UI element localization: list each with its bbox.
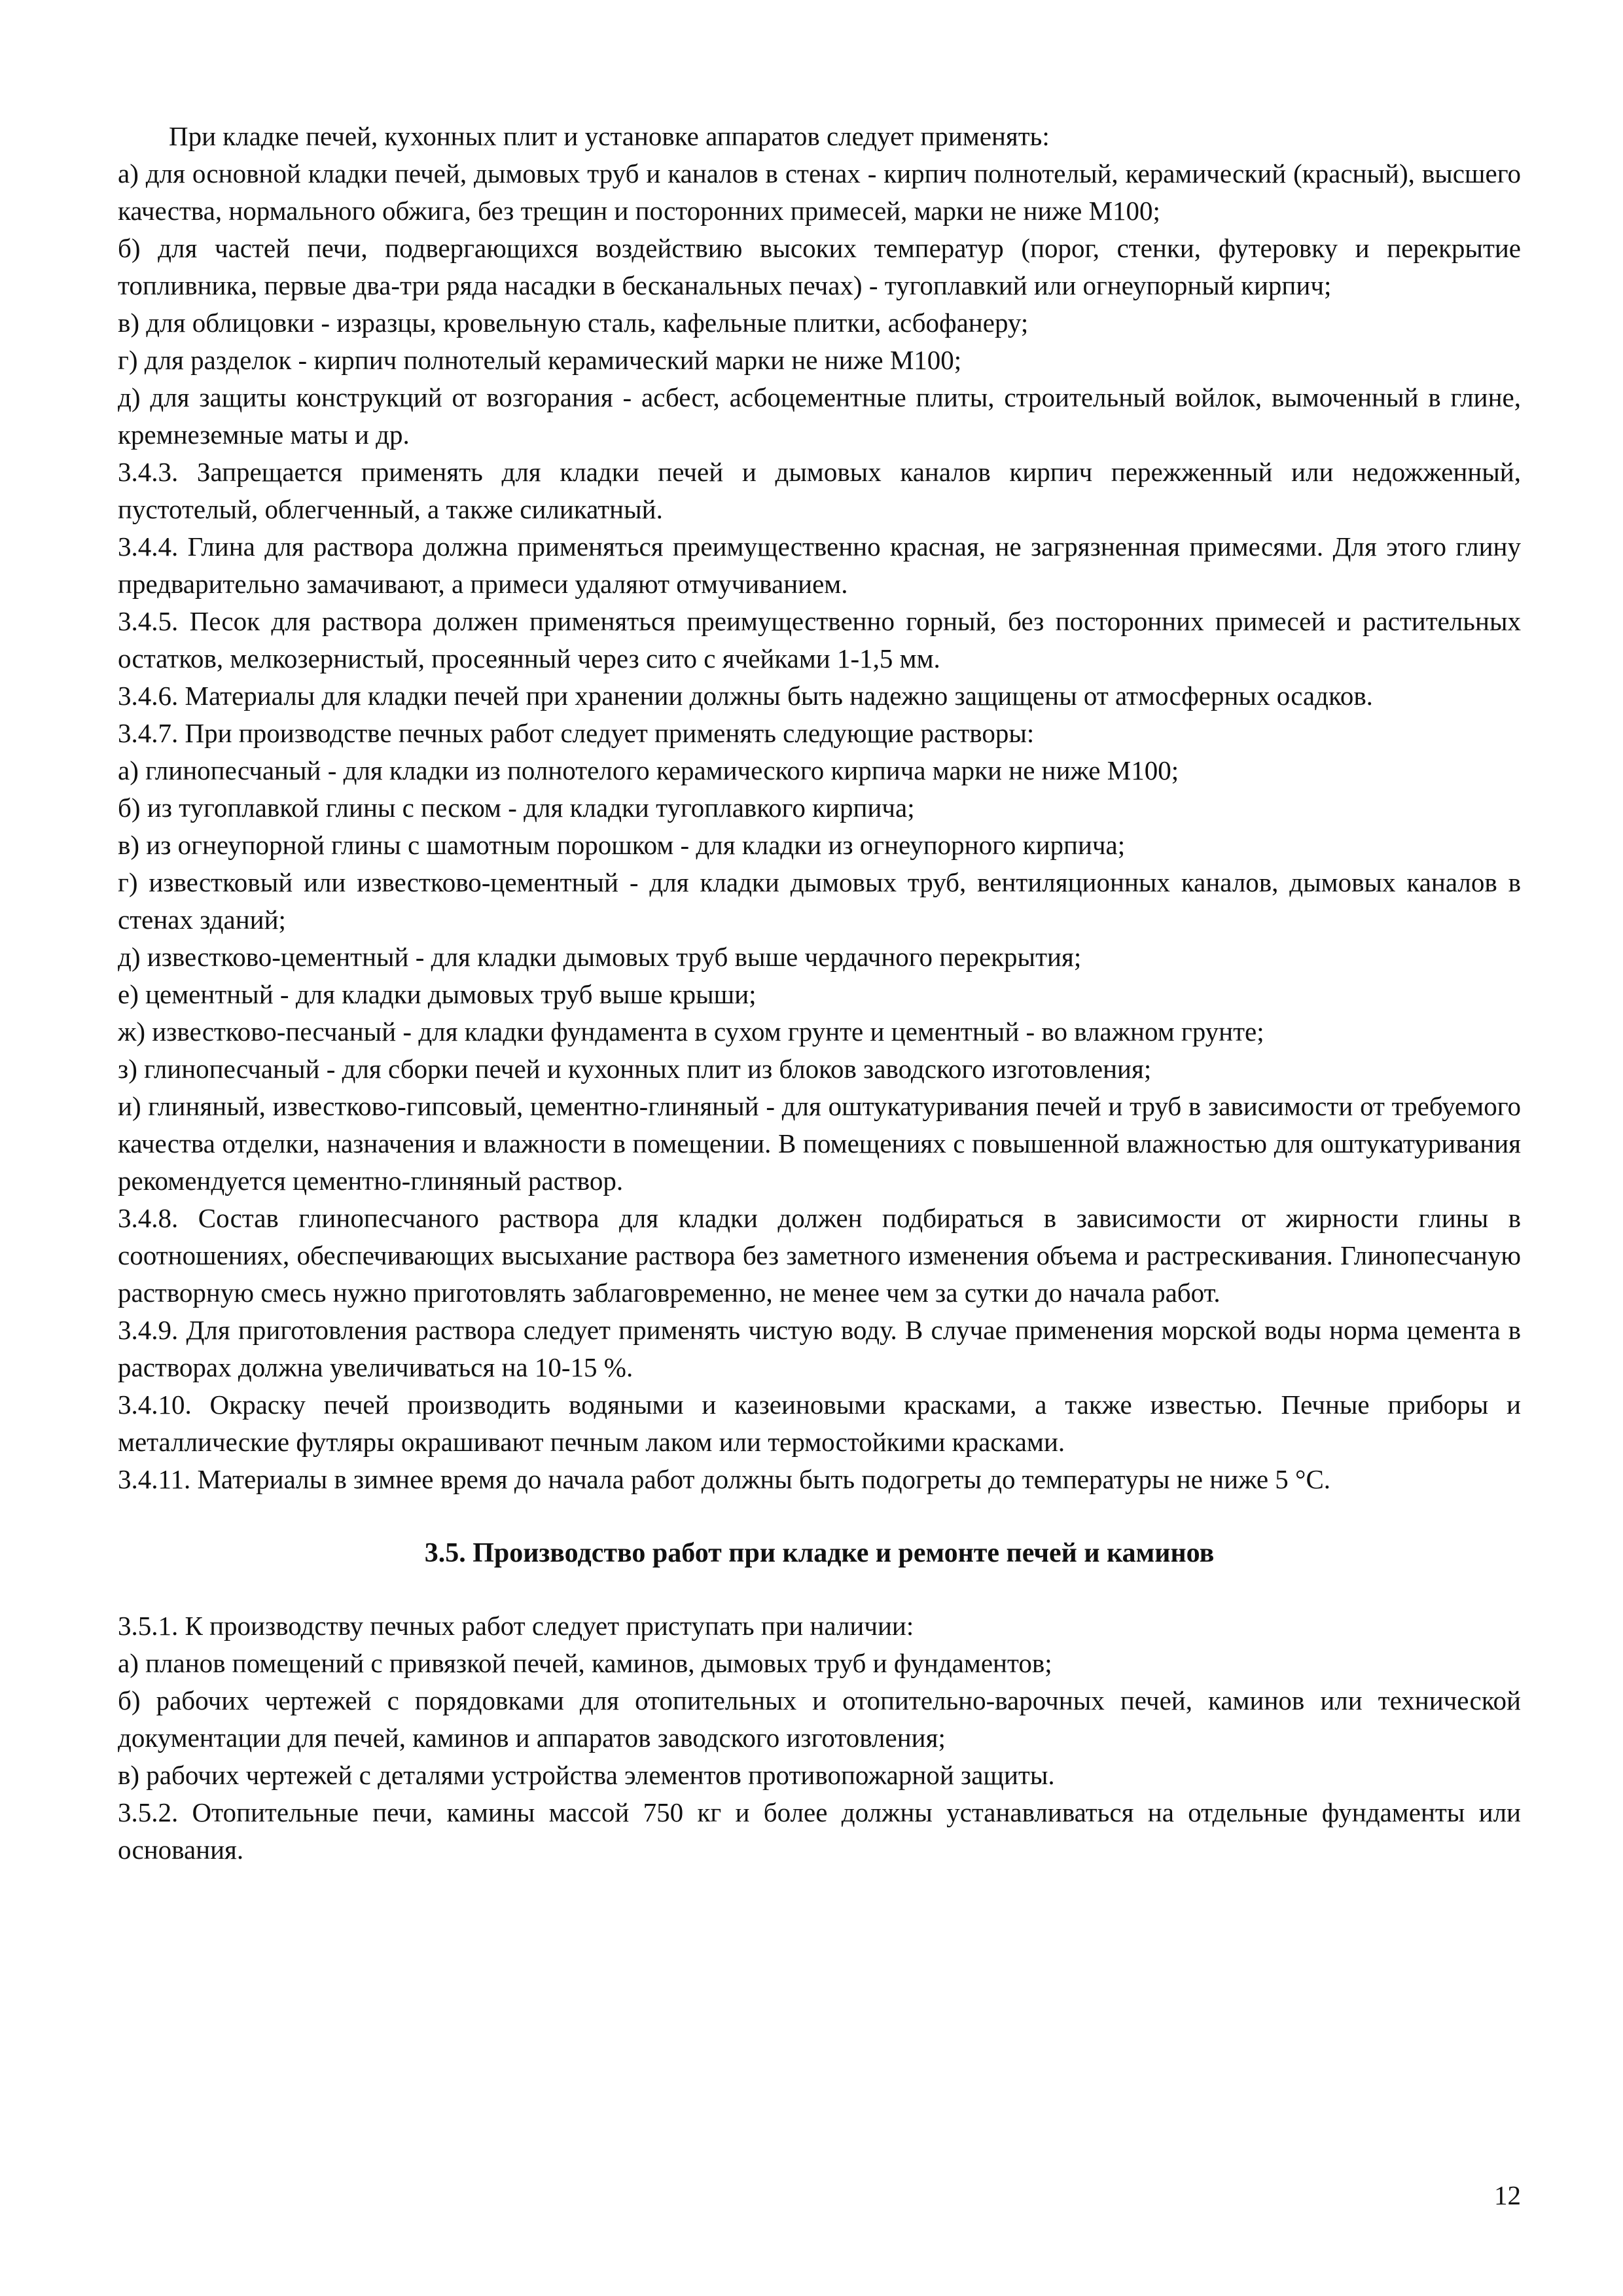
list-item-b-refractory: б) для частей печи, подвергающихся воздействию высоких температур (порог, стенки, футеровку и перекрытие топливника, первые два-три ряда насадки в бесканальных печах) - тугоплавкий или огнеупорный кирпич; (118, 233, 1521, 300)
requirement-item-b: б) рабочих чертежей с порядовками для отопительных и отопительно-варочных печей, каминов или технической документации для печей, каминов и аппаратов заводского изготовления; (118, 1685, 1521, 1753)
mortar-item-v: в) из огнеупорной глины с шамотным порошком - для кладки из огнеупорного кирпича; (118, 830, 1126, 860)
clause-3-4-6: 3.4.6. Материалы для кладки печей при хранении должны быть надежно защищены от атмосферных осадков. (118, 681, 1373, 711)
section-heading-3-5: 3.5. Производство работ при кладке и ремонте печей и каминов (424, 1538, 1215, 1568)
list-item-v-facing: в) для облицовки - изразцы, кровельную сталь, кафельные плитки, асбофанеру; (118, 308, 1029, 338)
mortar-item-i: и) глиняный, известково-гипсовый, цементно-глиняный - для оштукатуривания печей и труб в зависимости от требуемого качества отделки, назначения и влажности в помещении. В помещениях с повышенной влажностью для оштукатуривания рекомендуется цементно-глиняный раствор. (118, 1091, 1521, 1196)
list-item-a-brick: а) для основной кладки печей, дымовых труб и каналов в стенах - кирпич полнотелый, керамический (красный), высшего качества, нормального обжига, без трещин и посторонних примесей, марки не ниже М100; (118, 158, 1521, 226)
mortar-item-g: г) известковый или известково-цементный - для кладки дымовых труб, вентиляционных каналов, дымовых каналов в стенах зданий; (118, 867, 1521, 935)
clause-3-4-3: 3.4.3. Запрещается применять для кладки печей и дымовых каналов кирпич пережженный или недожженный, пустотелый, облегченный, а также силикатный. (118, 457, 1521, 524)
clause-3-4-8: 3.4.8. Состав глинопесчаного раствора для кладки должен подбираться в зависимости от жирности глины в соотношениях, обеспечивающих высыхание раствора без заметного изменения объема и растрескивания. Глинопесчаную растворную смесь нужно приготовлять заблаговременно, не менее чем за сутки до начала работ. (118, 1203, 1521, 1308)
clause-3-4-9: 3.4.9. Для приготовления раствора следует применять чистую воду. В случае применения морской воды норма цемента в растворах должна увеличиваться на 10-15 %. (118, 1315, 1521, 1382)
clause-3-4-4: 3.4.4. Глина для раствора должна применяться преимущественно красная, не загрязненная примесями. Для этого глину предварительно замачивают, а примеси удаляют отмучиванием. (118, 531, 1521, 599)
list-item-d-protection: д) для защиты конструкций от возгорания - асбест, асбоцементные плиты, строительный войлок, вымоченный в глине, кремнеземные маты и др. (118, 382, 1521, 450)
mortar-item-d: д) известково-цементный - для кладки дымовых труб выше чердачного перекрытия; (118, 942, 1082, 972)
clause-3-4-7: 3.4.7. При производстве печных работ следует применять следующие растворы: (118, 718, 1035, 748)
mortar-item-zh: ж) известково-песчаный - для кладки фундамента в сухом грунте и цементный - во влажном грунте; (118, 1016, 1264, 1047)
clause-3-4-11: 3.4.11. Материалы в зимнее время до начала работ должны быть подогреты до температуры не ниже 5 °С. (118, 1464, 1331, 1494)
clause-3-5-2: 3.5.2. Отопительные печи, камины массой 750 кг и более должны устанавливаться на отдельные фундаменты или основания. (118, 1797, 1521, 1865)
mortar-item-a: а) глинопесчаный - для кладки из полнотелого керамического кирпича марки не ниже М100; (118, 755, 1179, 785)
mortar-item-b: б) из тугоплавкой глины с песком - для кладки тугоплавкого кирпича; (118, 793, 915, 823)
intro-paragraph: При кладке печей, кухонных плит и установке аппаратов следует применять: (169, 121, 1050, 151)
clause-3-4-10: 3.4.10. Окраску печей производить водяными и казеиновыми красками, а также известью. Печные приборы и металлические футляры окрашивают печным лаком или термостойкими красками. (118, 1390, 1521, 1457)
clause-3-5-1: 3.5.1. К производству печных работ следует приступать при наличии: (118, 1611, 914, 1641)
requirement-item-v: в) рабочих чертежей с деталями устройства элементов противопожарной защиты. (118, 1760, 1055, 1790)
mortar-item-e: е) цементный - для кладки дымовых труб выше крыши; (118, 979, 757, 1009)
list-item-g-cuts: г) для разделок - кирпич полнотелый керамический марки не ниже М100; (118, 345, 962, 375)
requirement-item-a: а) планов помещений с привязкой печей, каминов, дымовых труб и фундаментов; (118, 1648, 1052, 1678)
mortar-item-z: з) глинопесчаный - для сборки печей и кухонных плит из блоков заводского изготовления; (118, 1054, 1152, 1084)
page-number: 12 (1494, 2180, 1521, 2210)
clause-3-4-5: 3.4.5. Песок для раствора должен применяться преимущественно горный, без посторонних примесей и растительных остатков, мелкозернистый, просеянный через сито с ячейками 1-1,5 мм. (118, 606, 1521, 673)
document-page (118, 118, 1521, 1869)
